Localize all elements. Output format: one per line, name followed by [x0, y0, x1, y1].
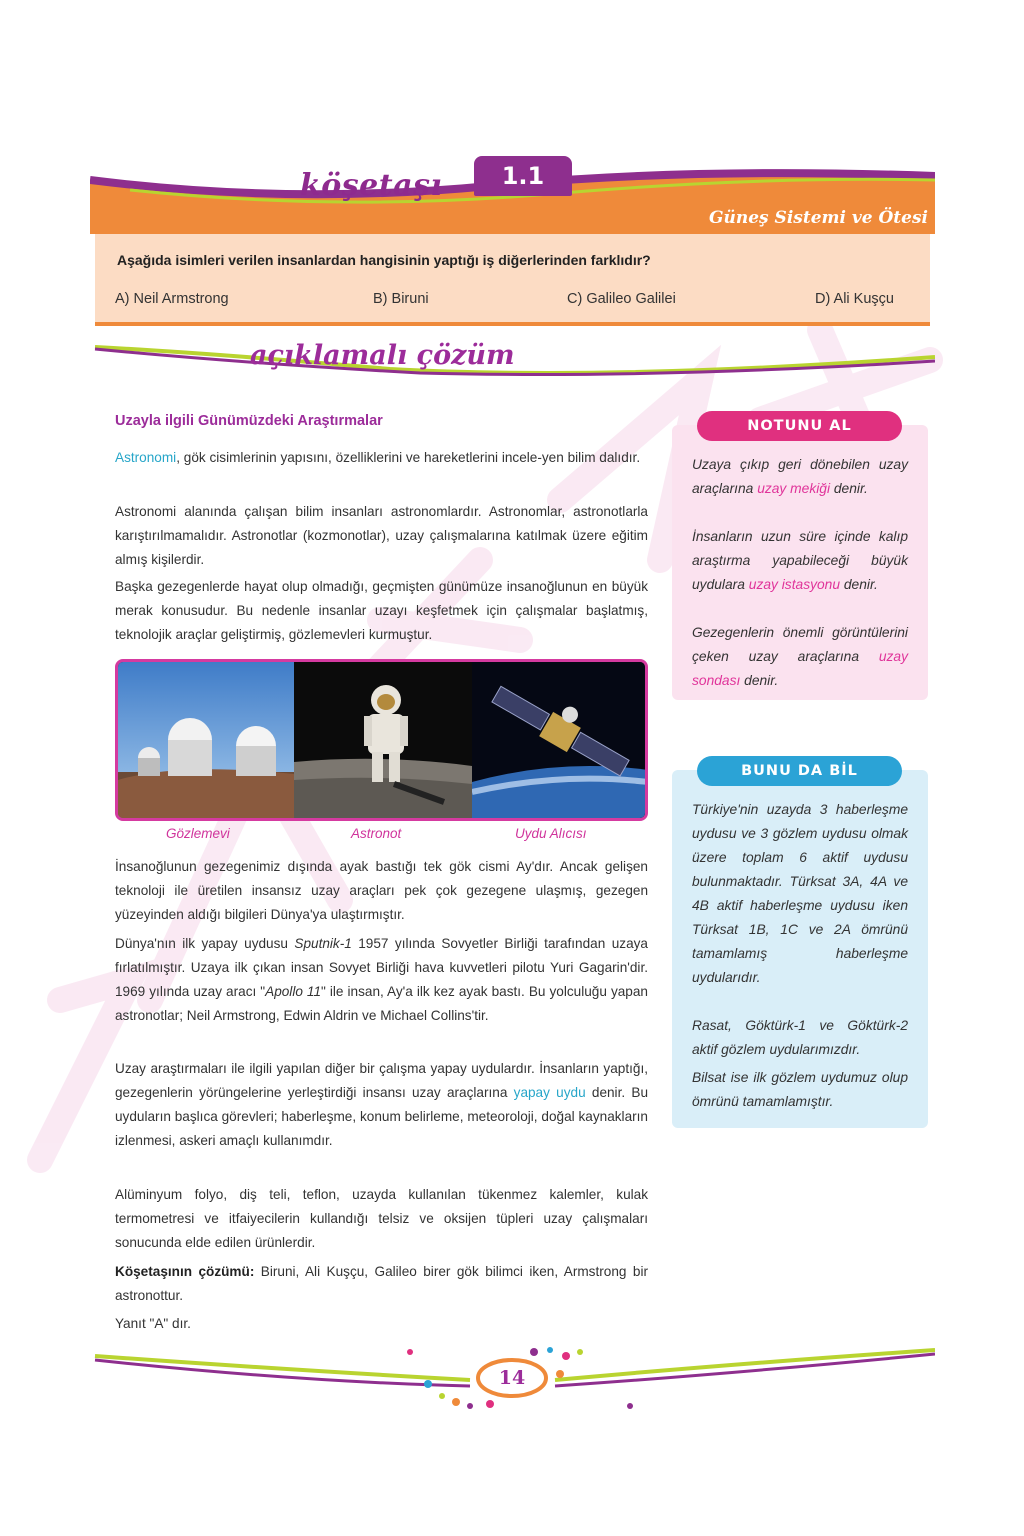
question-box — [95, 234, 930, 326]
note-text-2: İnsanların uzun süre içinde kalıp araştırma yapabileceği büyük uydulara uzay istasyonu denir. — [692, 529, 908, 592]
section-title: Uzayla ilgili Günümüzdeki Araştırmalar — [115, 413, 383, 429]
paragraph-6: Uzay araştırmaları ile ilgili yapılan diğer bir çalışma yapay uydulardır. İnsanların yaptığı, gezegenlerin yörüngelerine yerleştirdiği insansı uzay araçlarına yapay uydu denir. Bu uyduların başlıca görevleri; haberleşme, konum belirleme, meteoroloji, doğal kaynakların izlenmesi, askeri amaçlı kullanımdır. — [115, 1061, 649, 1148]
astronaut-photo — [294, 662, 472, 818]
term-yapay-uydu: yapay uydu — [513, 1085, 586, 1100]
final-answer: Yanıt "A" dır. — [115, 1316, 191, 1331]
section-number-tab: 1.1 — [474, 156, 572, 196]
option-d: D) Ali Kuşçu — [815, 291, 894, 307]
paragraph-4: İnsanoğlunun gezegenimiz dışında ayak bastığı tek gök cismi Ay'dır. Ancak gelişen teknoloji ile üretilen insansız uzay araçları pek çok gezegene ulaşmış, gezegen yüzeyinden aldığı bilgileri Dünya'ya ulaştırmıştır. — [115, 859, 648, 922]
info-text-1: Türkiye'nin uzayda 3 haberleşme uydusu ve 3 gözlem uydusu olmak üzere toplam 6 aktif uydusu bulunmaktadır. Türksat 3A, 4A ve 4B aktif haberleşme uydusu iken Türksat 1B, 1C ve 2A ömrünü tamamlamış haberleşme uydularıdır. — [692, 802, 908, 985]
observatory-photo — [118, 662, 294, 818]
caption-satellite: Uydu Alıcısı — [515, 826, 587, 841]
note-box — [672, 425, 928, 700]
option-a: A) Neil Armstrong — [115, 291, 229, 307]
info-box-title: BUNU DA BİL — [697, 756, 902, 786]
paragraph-7: Alüminyum folyo, diş teli, teflon, uzayda kullanılan tükenmez kalemler, kulak termometresi ve itfaiyecilerin kullandığı telsiz ve oksijen tüpleri uzay çalışmaları sonucunda elde edilen ürünlerdir. — [115, 1187, 648, 1250]
paragraph-1: Astronomi, gök cisimlerinin yapısını, özelliklerini ve hareketlerini incele-yen bilim dalıdır. — [115, 450, 641, 465]
info-text-2: Rasat, Göktürk-1 ve Göktürk-2 aktif gözlem uydularımızdır. — [692, 1018, 908, 1057]
paragraph-2: Astronomi alanında çalışan bilim insanları astronomlardır. Astronomlar, astronotlarla karıştırılmamalıdır. Astronotlar (kozmonotlar), uzay çalışmalarına katılmak üzere eğitim almış kişilerdir. — [115, 504, 648, 567]
page-number: 14 — [498, 1367, 526, 1389]
answer-label: Köşetaşının çözümü: — [115, 1264, 255, 1279]
caption-astronaut: Astronot — [351, 826, 402, 841]
caption-observatory: Gözlemevi — [166, 826, 230, 841]
term-astronomi: Astronomi — [115, 450, 177, 465]
note-box-title: NOTUNU AL — [697, 411, 902, 441]
brand-logo: köşetaşı — [300, 168, 443, 203]
question-text: Aşağıda isimleri verilen insanlardan hangisinin yaptığı iş diğerlerinden farklıdır? — [117, 252, 651, 268]
option-c: C) Galileo Galilei — [567, 291, 676, 307]
note-text-1: Uzaya çıkıp geri dönebilen uzay araçlarına uzay mekiği denir. — [692, 457, 908, 496]
satellite-photo — [472, 662, 648, 818]
solution-heading: açıklamalı çözüm — [250, 340, 515, 371]
photo-strip — [115, 659, 648, 821]
paragraph-3: Başka gezegenlerde hayat olup olmadığı, geçmişten günümüze insanoğlunun en büyük merak konusudur. Bu nedenle insanlar uzayı keşfetmek için çalışmalar başlatmış, teknolojik araçlar geliştirmiş, gözlemevleri kurmuştur. — [115, 579, 648, 642]
paragraph-5: Dünya'nın ilk yapay uydusu Sputnik-1 1957 yılında Sovyetler Birliği tarafından uzaya fırlatılmıştır. Uzaya ilk çıkan insan Sovyet Birliği hava kuvvetleri pilotu Yuri Gagarin'dir. 1969 yılında uzay aracı "Apollo 11" ile insan, Ay'a ilk kez ayak bastı. Bu yolculuğu yapan astronotlar; Neil Armstrong, Edwin Aldrin ve Michael Collins'tir. — [115, 936, 648, 1023]
info-text-3: Bilsat ise ilk gözlem uydumuz olup ömrünü tamamlamıştır. — [692, 1070, 908, 1109]
answer-explanation: Köşetaşının çözümü: Biruni, Ali Kuşçu, Galileo birer gök bilimci iken, Armstrong bir astronottur. — [115, 1264, 648, 1303]
note-text-3: Gezegenlerin önemli görüntülerini çeken uzay araçlarına uzay sondası denir. — [692, 625, 908, 688]
unit-title: Güneş Sistemi ve Ötesi — [709, 208, 928, 228]
option-b: B) Biruni — [373, 291, 429, 307]
info-box — [672, 770, 928, 1128]
